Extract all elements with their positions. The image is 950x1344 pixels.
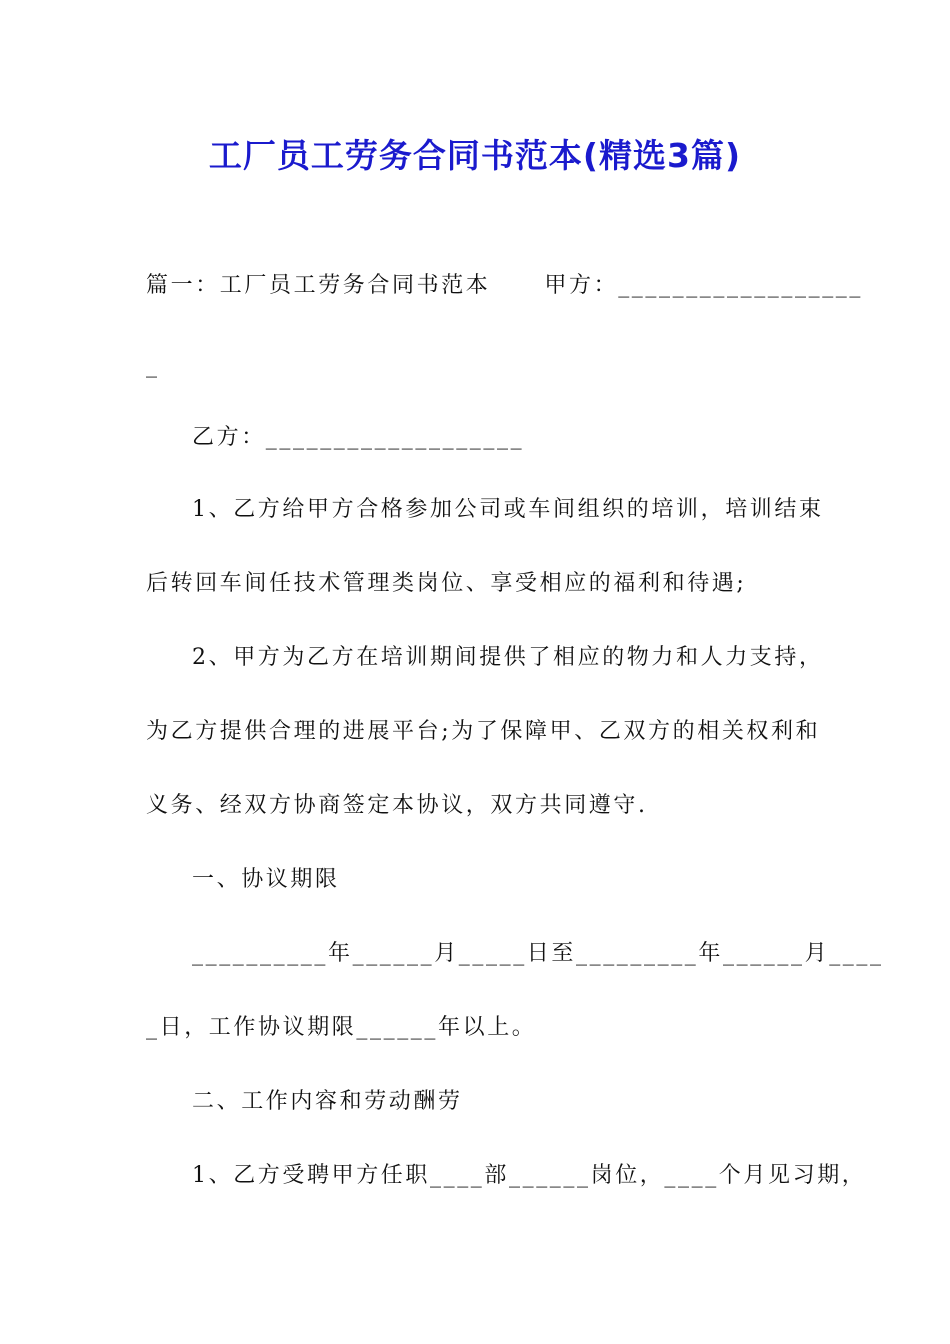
clause-heading: 一、协议期限 [192,867,340,892]
date-range-field: __________年______月_____日至_________年______月____ [192,941,884,966]
text-line: _ [146,353,160,378]
paragraph-line: 1、乙方受聘甲方任职____部______岗位，____个月见习期， [192,1163,867,1188]
paragraph-line: 2、甲方为乙方在培训期间提供了相应的物力和人力支持， [192,645,824,670]
section-heading-line [146,270,864,302]
paragraph-line: 义务、经双方协商签定本协议，双方共同遵守. [146,793,648,818]
paragraph-line: 1、乙方给甲方合格参加公司或车间组织的培训，培训结束 [192,497,824,522]
document-title: 工厂员工劳务合同书范本(精选3篇) [208,136,742,175]
clause-heading: 二、工作内容和劳动酬劳 [192,1089,463,1114]
paragraph-line: _日，工作协议期限______年以上。 [146,1015,537,1040]
party-a-field: 甲方：__________________ [544,273,864,298]
section-heading: 篇一：工厂员工劳务合同书范本 [146,273,491,298]
party-b-field: 乙方：___________________ [192,425,525,450]
paragraph-line: 为乙方提供合理的进展平台;为了保障甲、乙双方的相关权利和 [146,719,821,744]
paragraph-line: 后转回车间任技术管理类岗位、享受相应的福利和待遇; [146,571,747,596]
